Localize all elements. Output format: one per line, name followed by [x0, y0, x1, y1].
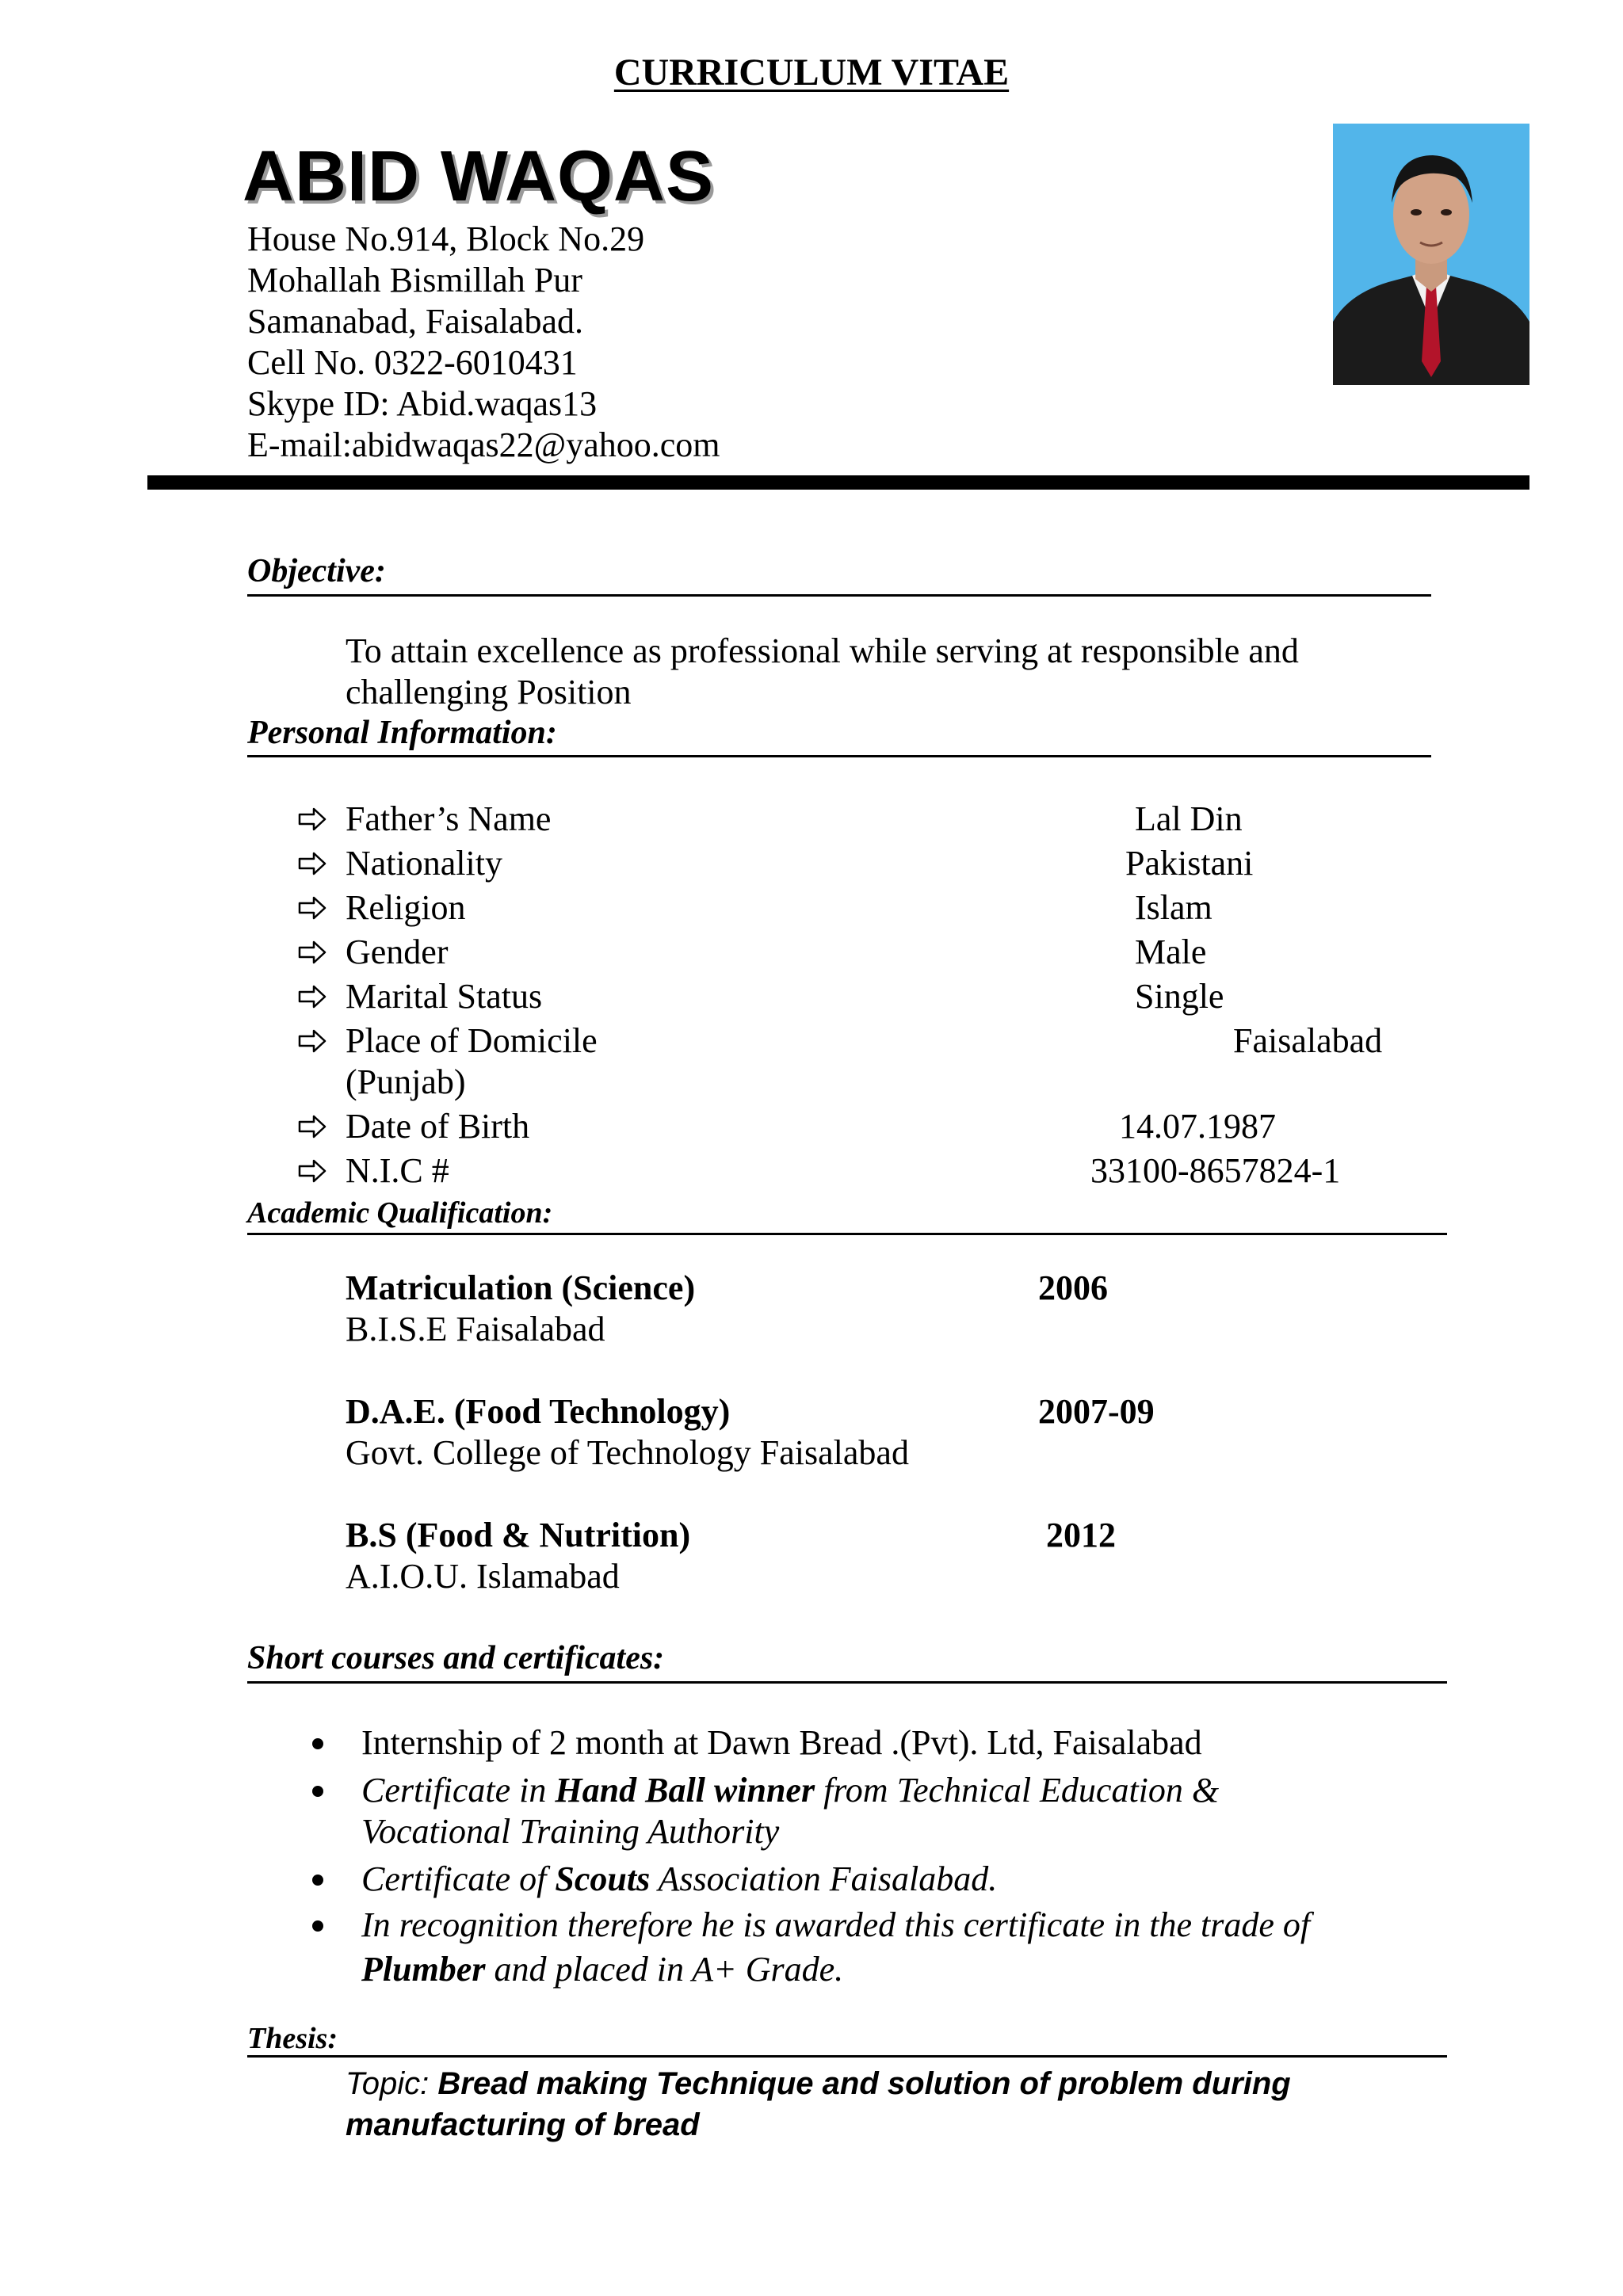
thesis-divider: [247, 2055, 1447, 2058]
bullet-icon: [312, 1786, 323, 1797]
course-item-3: [361, 1859, 997, 1900]
courses-divider: [247, 1681, 1447, 1684]
address-line-2: Mohallah Bismillah Pur: [247, 261, 582, 299]
thesis-heading: Thesis:: [247, 2022, 338, 2055]
skype-id: Skype ID: Abid.waqas13: [247, 384, 598, 423]
edu-year-dae: 2007-09: [1038, 1392, 1155, 1431]
course-item-4-post: and placed in A+ Grade.: [485, 1950, 844, 1989]
course-item-2-bold: Hand Ball winner: [555, 1771, 815, 1810]
bullet-icon: [312, 1920, 323, 1932]
arrow-right-icon: [296, 848, 328, 879]
pi-value-religion: Islam: [1135, 888, 1212, 927]
arrow-right-icon: [296, 1111, 328, 1142]
edu-year-matriculation: 2006: [1038, 1268, 1108, 1307]
thesis-topic: [346, 2063, 1291, 2145]
email-address: E-mail:abidwaqas22@yahoo.com: [247, 425, 720, 464]
course-item-3-bold: Scouts: [555, 1859, 651, 1898]
courses-heading: Short courses and certificates:: [247, 1640, 665, 1676]
personal-info-heading: Personal Information:: [247, 715, 557, 751]
pi-value-nic: 33100-8657824-1: [1090, 1151, 1341, 1190]
pi-value-gender: Male: [1135, 933, 1207, 971]
pi-label-domicile: Place of Domicile: [346, 1021, 598, 1060]
pi-value-marital-status: Single: [1135, 977, 1224, 1016]
course-item-2: [361, 1770, 1219, 1811]
arrow-right-icon: [296, 892, 328, 924]
pi-label-nic: N.I.C #: [346, 1151, 449, 1190]
course-item-2-pre: Certificate in: [361, 1771, 556, 1810]
applicant-name: ABID WAQAS: [242, 137, 714, 216]
pi-value-nationality: Pakistani: [1125, 844, 1254, 883]
arrow-right-icon: [296, 803, 328, 835]
pi-domicile-continuation: (Punjab): [346, 1062, 466, 1101]
arrow-right-icon: [296, 1155, 328, 1187]
objective-divider: [247, 594, 1431, 597]
edu-institution-matriculation: B.I.S.E Faisalabad: [346, 1310, 605, 1348]
pi-label-marital-status: Marital Status: [346, 977, 543, 1016]
pi-label-nationality: Nationality: [346, 844, 502, 883]
document-title: [0, 49, 1623, 97]
pi-label-date-of-birth: Date of Birth: [346, 1107, 530, 1146]
thesis-topic-line-1: Bread making Technique and solution of problem during: [437, 2066, 1291, 2101]
bullet-icon: [312, 1738, 323, 1749]
objective-line-1: To attain excellence as professional while serving at responsible and: [346, 631, 1299, 670]
pi-value-domicile: Faisalabad: [1233, 1021, 1383, 1060]
edu-institution-dae: Govt. College of Technology Faisalabad: [346, 1433, 909, 1472]
address-line-1: House No.914, Block No.29: [247, 219, 645, 258]
course-item-3-post: Association Faisalabad.: [650, 1859, 998, 1898]
document-title-text: CURRICULUM VITAE: [613, 51, 1010, 93]
thesis-topic-prefix: Topic:: [346, 2066, 438, 2101]
bullet-icon: [312, 1875, 323, 1886]
pi-label-religion: Religion: [346, 888, 466, 927]
objective-line-2: challenging Position: [346, 673, 632, 711]
pi-value-fathers-name: Lal Din: [1135, 799, 1243, 838]
address-line-3: Samanabad, Faisalabad.: [247, 302, 583, 341]
course-item-4-bold: Plumber: [361, 1950, 486, 1989]
edu-title-bs: B.S (Food & Nutrition): [346, 1516, 691, 1554]
pi-label-gender: Gender: [346, 933, 449, 971]
pi-label-fathers-name: Father’s Name: [346, 799, 552, 838]
course-item-4-line-2: [361, 1949, 843, 1990]
course-item-2-post: from Technical Education &: [815, 1771, 1220, 1810]
personal-info-divider: [247, 755, 1431, 757]
pi-value-date-of-birth: 14.07.1987: [1119, 1107, 1276, 1146]
academic-heading: Academic Qualification:: [247, 1196, 553, 1230]
edu-year-bs: 2012: [1046, 1516, 1116, 1554]
course-item-1: Internship of 2 month at Dawn Bread .(Pvt). Ltd, Faisalabad: [361, 1723, 1202, 1762]
cell-number: Cell No. 0322-6010431: [247, 343, 578, 382]
profile-photo: [1333, 124, 1529, 385]
edu-title-matriculation: Matriculation (Science): [346, 1268, 696, 1307]
edu-institution-bs: A.I.O.U. Islamabad: [346, 1557, 620, 1596]
course-item-4: In recognition therefore he is awarded this certificate in the trade of: [361, 1905, 1311, 1944]
academic-divider: [247, 1233, 1447, 1235]
arrow-right-icon: [296, 936, 328, 968]
course-item-2-line-2: Vocational Training Authority: [361, 1812, 780, 1851]
edu-title-dae: D.A.E. (Food Technology): [346, 1392, 731, 1431]
header-divider: [147, 475, 1529, 490]
arrow-right-icon: [296, 981, 328, 1013]
objective-heading: Objective:: [247, 553, 386, 589]
course-item-3-pre: Certificate of: [361, 1859, 556, 1898]
arrow-right-icon: [296, 1025, 328, 1057]
profile-photo-icon: [1333, 124, 1529, 385]
thesis-topic-line-2: manufacturing of bread: [346, 2107, 700, 2142]
